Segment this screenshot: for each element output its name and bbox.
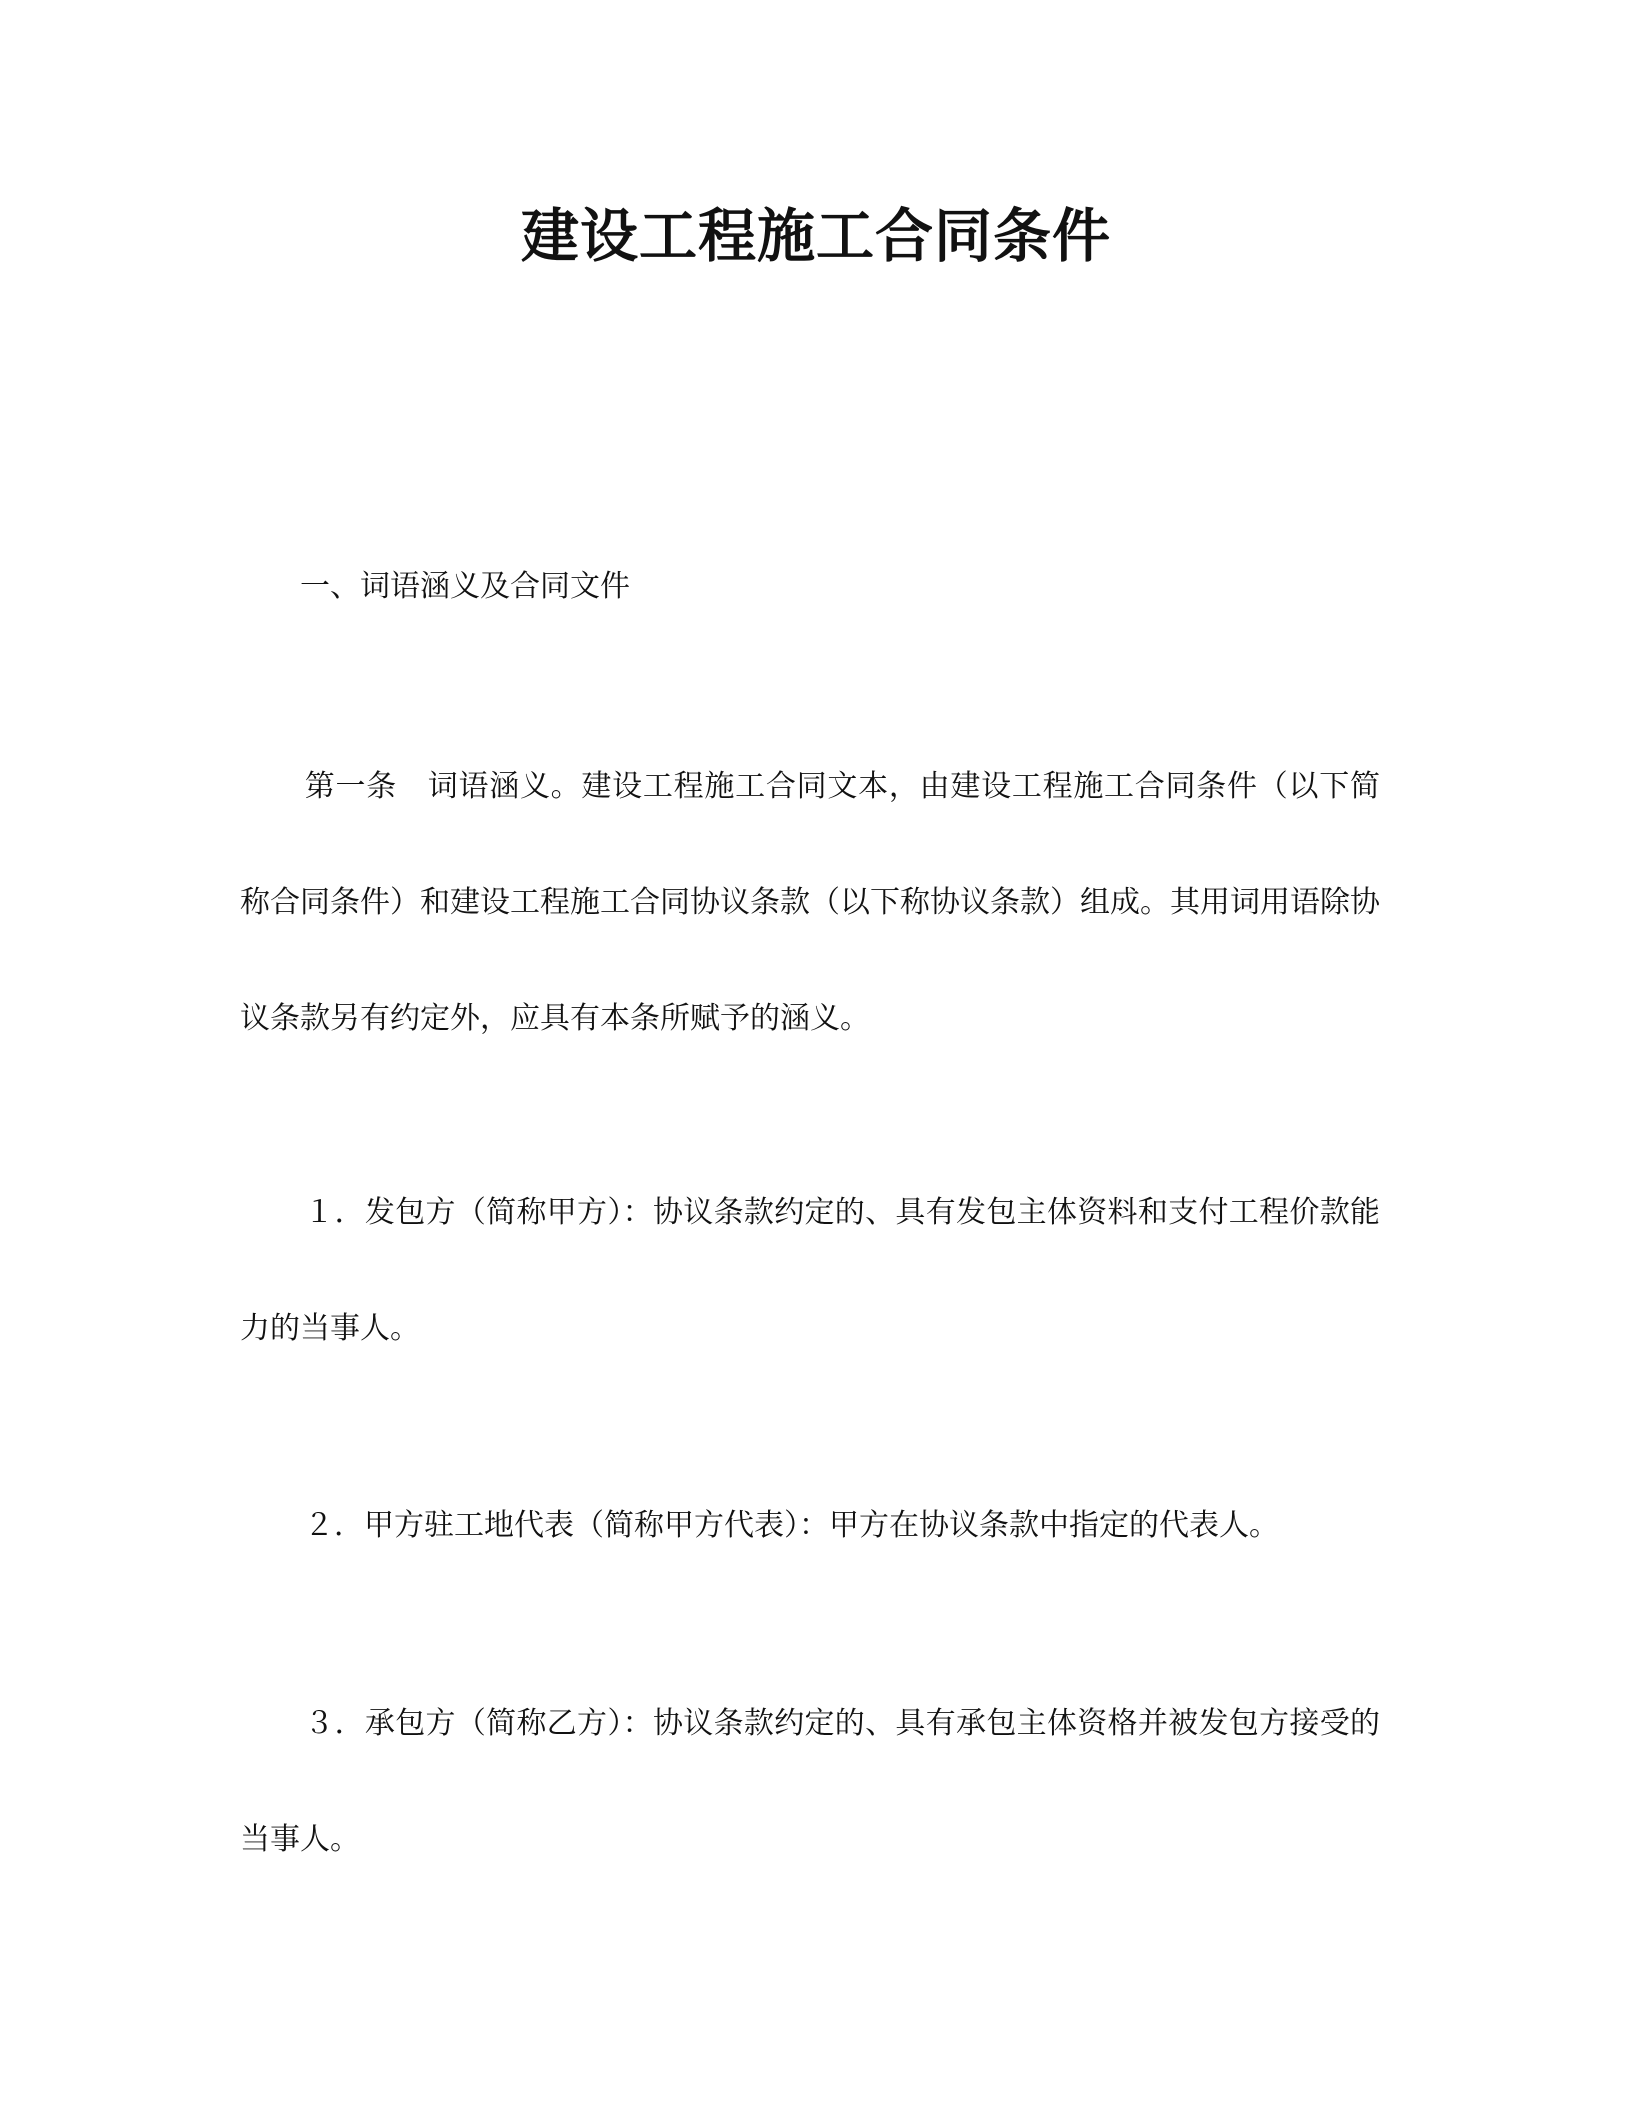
paragraph-article-1 [240,729,1380,1077]
paragraph-item-2 [240,1468,1380,1584]
paragraph-text: 第一条 词语涵义。建设工程施工合同文本，由建设工程施工合同条件（以下简称合同条件）和建设工程施工合同协议条款（以下称协议条款）组成。其用词用语除协议条款另有约定外，应具有本条所赋予的涵义。 [240,769,1380,1036]
paragraph-item-1 [240,1155,1380,1387]
section-heading: 一、词语涵义及合同文件 [300,569,630,604]
paragraph-item-3 [240,1666,1380,1898]
paragraph-text: ３．承包方（简称乙方）：协议条款约定的、具有承包主体资格并被发包方接受的当事人。 [240,1706,1380,1857]
document-title: 建设工程施工合同条件 [520,202,1111,270]
paragraph-text: ２．甲方驻工地代表（简称甲方代表）：甲方在协议条款中指定的代表人。 [304,1508,1279,1543]
paragraph-text: １．发包方（简称甲方）：协议条款约定的、具有发包主体资料和支付工程价款能力的当事人。 [240,1195,1380,1346]
